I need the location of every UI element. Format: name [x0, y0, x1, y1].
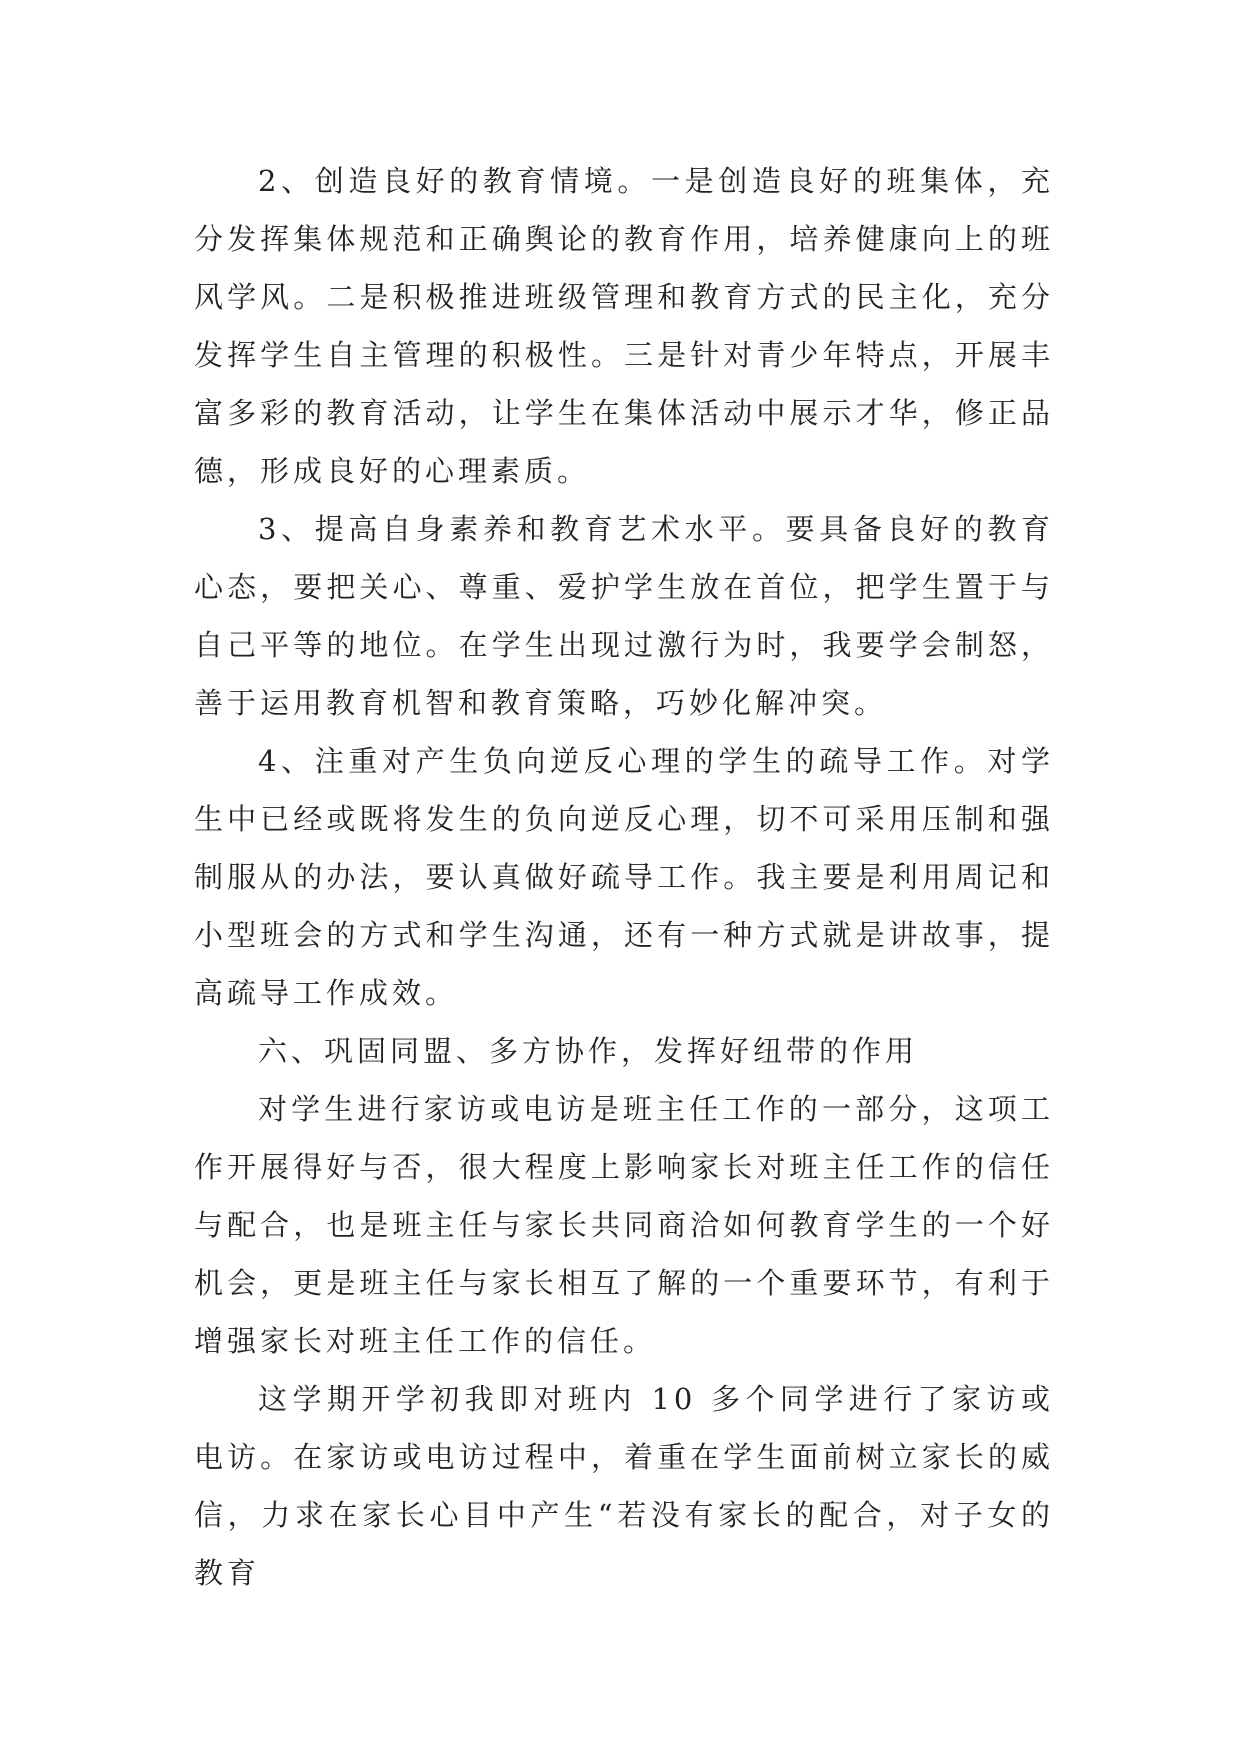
paragraph-home-visit: 对学生进行家访或电访是班主任工作的一部分，这项工作开展得好与否，很大程度上影响家长对班主任工作的信任与配合，也是班主任与家长共同商洽如何教育学生的一个好机会，更是班主任与家长相互了解的一个重要环节，有利于增强家长对班主任工作的信任。: [194, 1092, 1054, 1358]
paragraph-semester-visits: 这学期开学初我即对班内 10 多个同学进行了家访或电访。在家访或电访过程中，着重在学生面前树立家长的威信，力求在家长心目中产生“若没有家长的配合，对子女的教育: [194, 1382, 1054, 1590]
document-body: [194, 152, 1054, 1602]
paragraph-item-2: 2、创造良好的教育情境。一是创造良好的班集体，充分发挥集体规范和正确舆论的教育作用，培养健康向上的班风学风。二是积极推进班级管理和教育方式的民主化，充分发挥学生自主管理的积极性。三是针对青少年特点，开展丰富多彩的教育活动，让学生在集体活动中展示才华，修正品德，形成良好的心理素质。: [194, 164, 1054, 488]
section-heading-6: 六、巩固同盟、多方协作，发挥好纽带的作用: [258, 1034, 919, 1068]
paragraph-item-4: 4、注重对产生负向逆反心理的学生的疏导工作。对学生中已经或既将发生的负向逆反心理，切不可采用压制和强制服从的办法，要认真做好疏导工作。我主要是利用周记和小型班会的方式和学生沟通，还有一种方式就是讲故事，提高疏导工作成效。: [194, 744, 1054, 1010]
paragraph-item-3: 3、提高自身素养和教育艺术水平。要具备良好的教育心态，要把关心、尊重、爱护学生放在首位，把学生置于与自己平等的地位。在学生出现过激行为时，我要学会制怒，善于运用教育机智和教育策略，巧妙化解冲突。: [194, 512, 1054, 720]
